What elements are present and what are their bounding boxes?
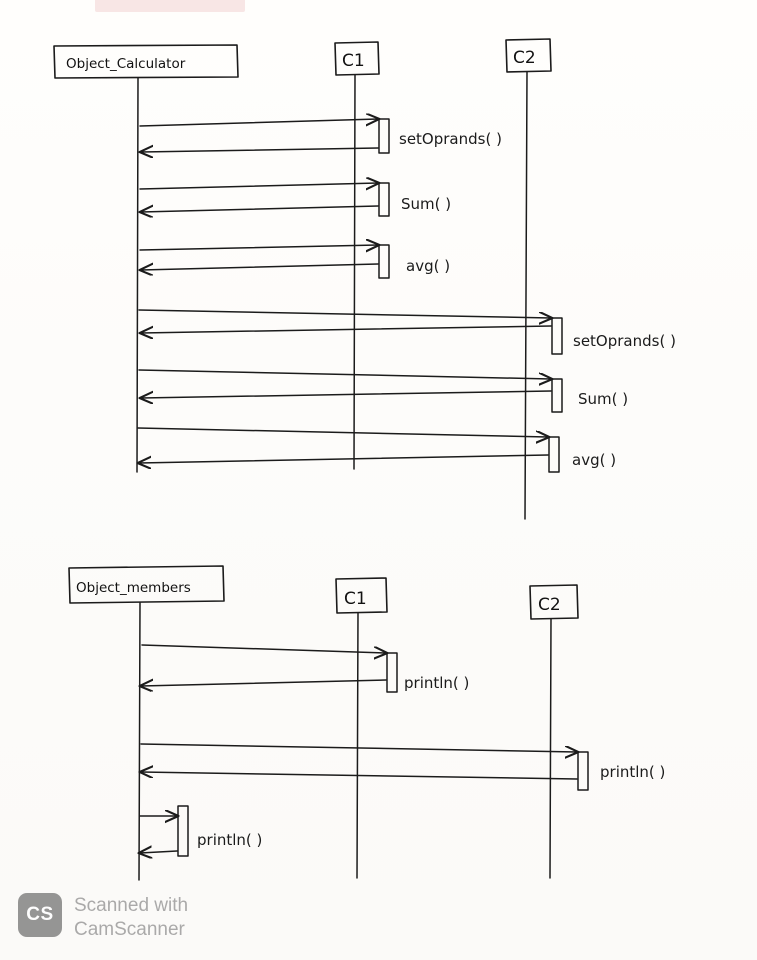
message-arrow-d1-2: [141, 148, 378, 152]
message-label-d2-println-3: println( ): [197, 831, 263, 849]
message-label-d2-println-2: println( ): [600, 763, 666, 781]
message-label-d2-println-1: println( ): [404, 674, 470, 692]
message-label-d1-avg-2: avg( ): [572, 451, 617, 469]
activation-bar-c2-3: [549, 437, 559, 472]
message-label-d1-sum: Sum( ): [401, 195, 452, 213]
message-label-d1-setoprands: setOprands( ): [399, 130, 502, 148]
activation-bar-c2-2: [552, 379, 562, 412]
activation-bar-d2-c1: [387, 653, 397, 692]
message-arrow-d1-12: [139, 455, 548, 463]
message-arrow-d1-4: [141, 206, 378, 212]
lifeline-c2-2: [550, 619, 551, 878]
activation-bar-d2-c2: [578, 752, 588, 790]
watermark-line-1: Scanned with: [74, 895, 189, 916]
label-c1-2: C1: [344, 589, 367, 609]
label-c2: C2: [513, 48, 536, 68]
message-arrow-d2-3: [141, 744, 577, 752]
label-object-calculator: Object_Calculator: [66, 56, 186, 72]
lifeline-c1: [354, 75, 355, 469]
label-object-members: Object_members: [76, 580, 191, 596]
label-c2-2: C2: [538, 595, 561, 615]
message-arrow-d1-7: [139, 310, 551, 318]
watermark-line-2: CamScanner: [74, 918, 185, 940]
lifeline-object-calculator: [137, 78, 138, 472]
activation-bar-c2-1: [552, 318, 562, 354]
message-label-d1-avg: avg( ): [406, 257, 451, 275]
label-c1: C1: [342, 51, 365, 71]
activation-bar-c1-2: [379, 183, 389, 216]
message-arrow-d1-10: [141, 391, 551, 398]
camscanner-watermark: [18, 893, 188, 942]
message-arrow-d2-6: [140, 851, 177, 853]
message-arrow-d1-9: [139, 370, 551, 379]
activation-bar-c1-1: [379, 119, 389, 153]
message-arrow-d2-1: [142, 645, 386, 653]
message-label-d1-sum-2: Sum( ): [578, 390, 629, 408]
camscanner-badge: CS: [18, 893, 62, 937]
message-label-d1-setoprands-2: setOprands( ): [573, 332, 676, 350]
message-arrow-d2-2: [141, 680, 386, 686]
message-arrow-d1-3: [140, 183, 378, 189]
activation-bar-c1-3: [379, 245, 389, 278]
message-arrow-d1-8: [141, 326, 551, 333]
message-arrow-d2-4: [141, 772, 577, 779]
message-arrow-d1-11: [138, 428, 548, 437]
message-arrow-d1-5: [140, 245, 378, 250]
message-arrow-d1-6: [141, 264, 378, 270]
activation-bar-d2-self: [178, 806, 188, 856]
lifeline-c2: [525, 72, 527, 519]
message-arrow-d1-1: [140, 119, 378, 126]
lifeline-object-members: [139, 603, 140, 880]
